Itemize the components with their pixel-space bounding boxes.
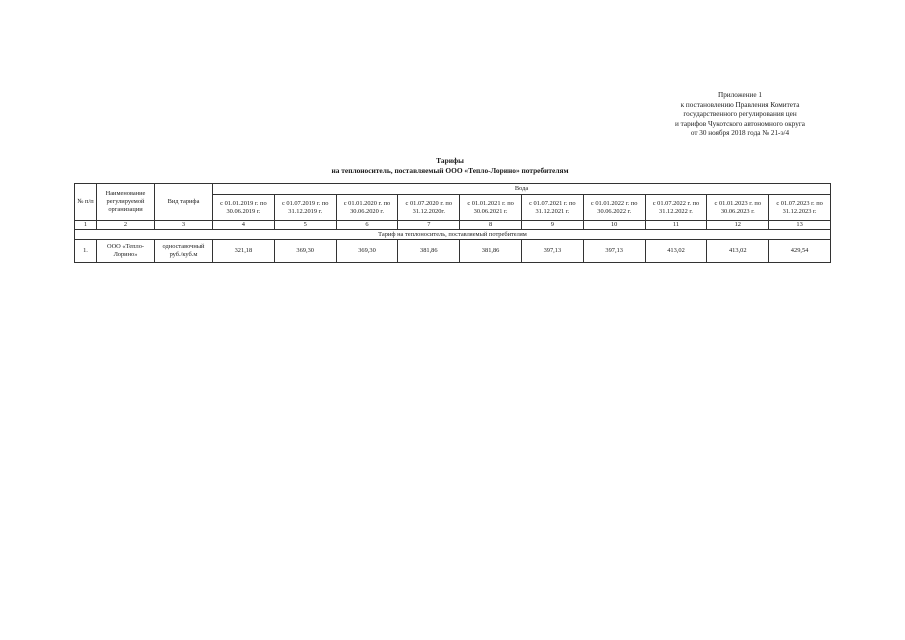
header-kind: Вид тарифа xyxy=(155,184,213,221)
period-header: с 01.07.2023 г. по 31.12.2023 г. xyxy=(769,195,831,221)
title-line-2: на теплоноситель, поставляемый ООО «Тепло-Лорино» потребителям xyxy=(331,165,569,175)
column-number: 2 xyxy=(97,221,155,230)
period-header: с 01.07.2022 г. по 31.12.2022 г. xyxy=(645,195,707,221)
column-number: 10 xyxy=(583,221,645,230)
column-number: 1 xyxy=(75,221,97,230)
period-header: с 01.01.2020 г. по 30.06.2020 г. xyxy=(336,195,398,221)
tariff-value: 369,30 xyxy=(274,240,336,263)
row-num: 1. xyxy=(75,240,97,263)
tariff-value: 381,86 xyxy=(398,240,460,263)
column-number: 12 xyxy=(707,221,769,230)
tariff-value: 381,86 xyxy=(460,240,522,263)
column-number: 13 xyxy=(769,221,831,230)
tariff-value: 369,30 xyxy=(336,240,398,263)
column-number: 5 xyxy=(274,221,336,230)
section-label: Тариф на теплоноситель, поставляемый потребителям xyxy=(75,230,831,240)
column-number: 11 xyxy=(645,221,707,230)
appendix-line: и тарифов Чукотского автономного округа xyxy=(675,119,805,128)
appendix-reference xyxy=(640,91,840,139)
column-number: 9 xyxy=(521,221,583,230)
row-org: ООО «Тепло-Лорино» xyxy=(97,240,155,263)
period-header: с 01.01.2021 г. по 30.06.2021 г. xyxy=(460,195,522,221)
column-number: 3 xyxy=(155,221,213,230)
tariff-value: 413,02 xyxy=(645,240,707,263)
table-row xyxy=(75,240,831,263)
row-kind: одноставочный руб./куб.м xyxy=(155,240,213,263)
header-row xyxy=(75,184,831,195)
tariff-value: 397,13 xyxy=(583,240,645,263)
section-row xyxy=(75,230,831,240)
tariff-value: 413,02 xyxy=(707,240,769,263)
period-header: с 01.01.2019 г. по 30.06.2019 г. xyxy=(213,195,275,221)
appendix-line: Приложение 1 xyxy=(718,91,762,99)
tariff-value: 321,18 xyxy=(213,240,275,263)
period-header: с 01.07.2019 г. по 31.12.2019 г. xyxy=(274,195,336,221)
tariff-table xyxy=(74,183,831,263)
column-number: 6 xyxy=(336,221,398,230)
column-number: 8 xyxy=(460,221,522,230)
column-number-row xyxy=(75,221,831,230)
document-title xyxy=(250,156,650,175)
header-num: № п/п xyxy=(75,184,97,221)
period-header: с 01.07.2021 г. по 31.12.2021 г. xyxy=(521,195,583,221)
column-number: 4 xyxy=(213,221,275,230)
column-number: 7 xyxy=(398,221,460,230)
appendix-line: от 30 ноября 2018 года № 21-э/4 xyxy=(690,129,790,138)
tariff-value: 397,13 xyxy=(521,240,583,263)
period-header: с 01.01.2023 г. по 30.06.2023 г. xyxy=(707,195,769,221)
period-header: с 01.07.2020 г. по 31.12.2020г. xyxy=(398,195,460,221)
appendix-line: к постановлению Правления Комитета xyxy=(680,100,800,109)
header-org: Наименование регулируемой организации xyxy=(97,184,155,221)
header-group-water: Вода xyxy=(213,184,831,195)
title-line-1: Тарифы xyxy=(436,156,464,165)
period-header: с 01.01.2022 г. по 30.06.2022 г. xyxy=(583,195,645,221)
tariff-value: 429,54 xyxy=(769,240,831,263)
appendix-line: государственного регулирования цен xyxy=(683,110,797,119)
